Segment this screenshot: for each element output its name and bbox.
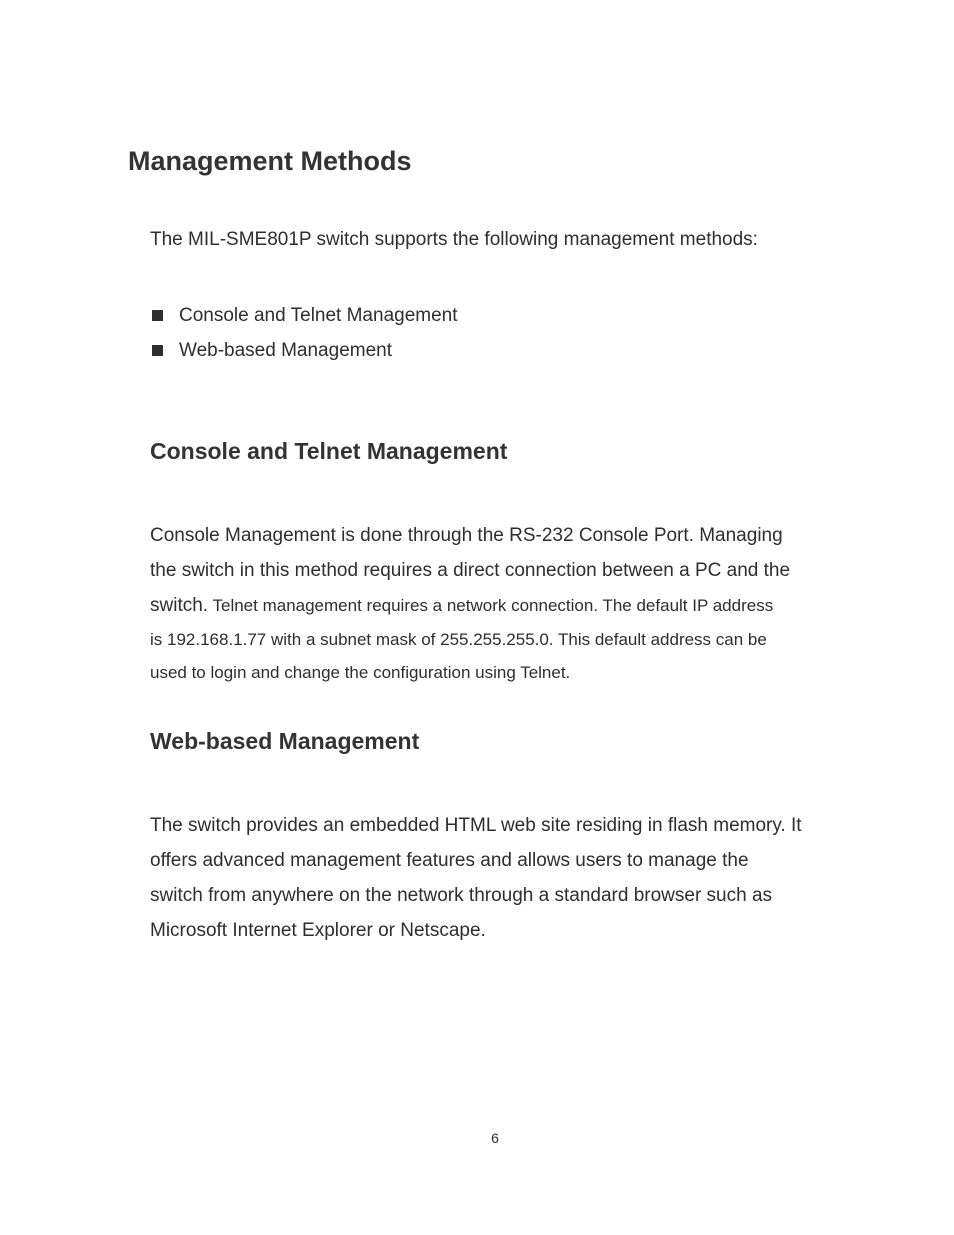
paragraph-line: Microsoft Internet Explorer or Netscape. bbox=[150, 920, 486, 941]
paragraph-fragment: switch. bbox=[150, 595, 209, 616]
page-number: 6 bbox=[491, 1130, 499, 1146]
square-bullet-icon bbox=[152, 310, 163, 321]
paragraph-line: offers advanced management features and allows users to manage the bbox=[150, 850, 749, 871]
methods-list bbox=[150, 298, 458, 368]
list-item-text: Console and Telnet Management bbox=[179, 304, 458, 326]
paragraph-fragment: Telnet management requires a network connection. The default IP address bbox=[208, 596, 774, 615]
paragraph-line bbox=[150, 588, 850, 623]
square-bullet-icon bbox=[152, 345, 163, 356]
page-title: Management Methods bbox=[128, 146, 412, 176]
intro-paragraph: The MIL-SME801P switch supports the following management methods: bbox=[150, 229, 758, 250]
list-item-text: Web-based Management bbox=[179, 339, 392, 361]
paragraph-line: used to login and change the configuration using Telnet. bbox=[150, 663, 571, 682]
console-section-body bbox=[150, 518, 850, 689]
list-item bbox=[150, 298, 458, 333]
paragraph-line: Console Management is done through the RS-232 Console Port. Managing bbox=[150, 525, 783, 546]
web-section-body bbox=[150, 808, 850, 948]
list-item bbox=[150, 333, 458, 368]
paragraph-line: switch from anywhere on the network through a standard browser such as bbox=[150, 885, 773, 906]
paragraph-line: is 192.168.1.77 with a subnet mask of 255.255.255.0. This default address can be bbox=[150, 630, 767, 649]
paragraph-line: The switch provides an embedded HTML web site residing in flash memory. It bbox=[150, 815, 802, 836]
web-section-title: Web-based Management bbox=[150, 728, 420, 754]
console-section-title: Console and Telnet Management bbox=[150, 438, 508, 464]
paragraph-line: the switch in this method requires a direct connection between a PC and the bbox=[150, 560, 791, 581]
